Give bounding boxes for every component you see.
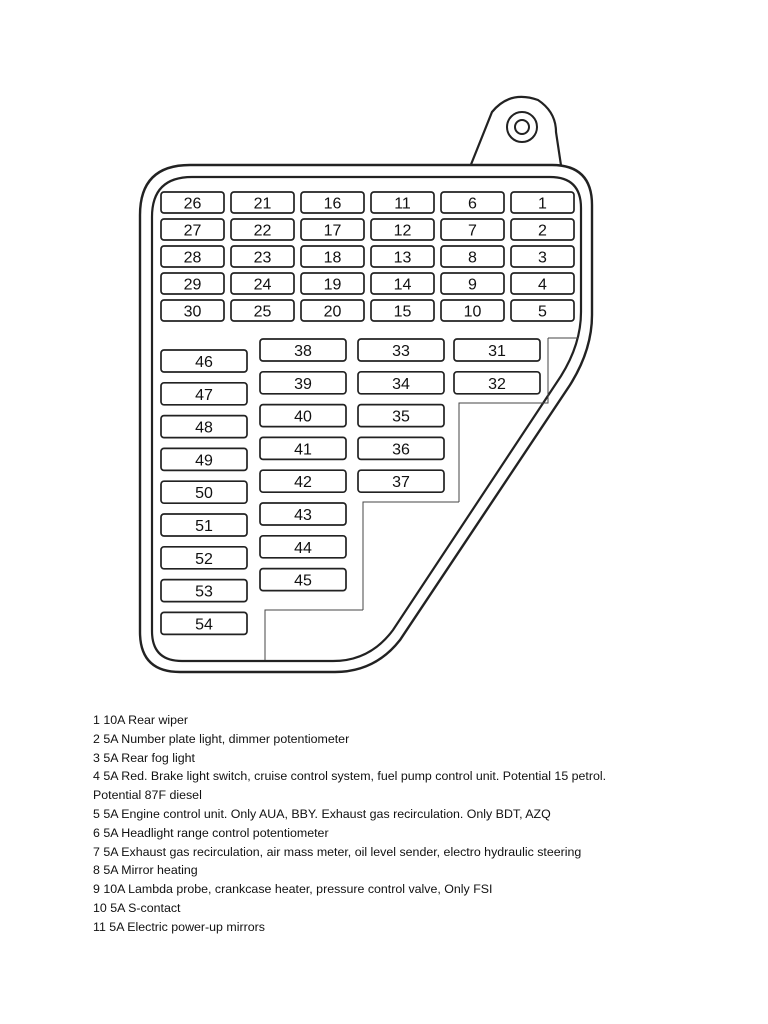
fuse-number: 11 xyxy=(394,195,411,213)
fuse-46 xyxy=(161,350,247,372)
fuse-6 xyxy=(441,192,504,213)
fuse-number: 26 xyxy=(183,195,202,213)
fuse-45 xyxy=(260,569,346,591)
fuse-37 xyxy=(358,470,444,492)
fuse-number: 52 xyxy=(195,550,213,568)
legend-line: 2 5A Number plate light, dimmer potentiometer xyxy=(93,731,350,746)
fuse-number: 35 xyxy=(392,408,410,426)
fuse-25 xyxy=(231,300,294,321)
fuse-number: 19 xyxy=(323,276,342,294)
fuse-number: 22 xyxy=(253,222,272,240)
fuse-29 xyxy=(161,273,224,294)
fuse-number: 23 xyxy=(253,249,272,267)
fuse-number: 38 xyxy=(294,343,312,360)
fuse-54 xyxy=(161,612,247,634)
fuse-8 xyxy=(441,246,504,267)
fuse-21 xyxy=(231,192,294,213)
fuse-5 xyxy=(511,300,574,321)
fuse-20 xyxy=(301,300,364,321)
fuse-12 xyxy=(371,219,434,240)
fuse-40 xyxy=(260,405,346,427)
fuse-number: 47 xyxy=(195,386,213,404)
fuse-number: 44 xyxy=(294,539,312,557)
fuse-number: 8 xyxy=(468,249,477,267)
fuse-number: 31 xyxy=(488,343,506,360)
fuse-number: 29 xyxy=(183,276,202,294)
legend-line: Potential 87F diesel xyxy=(93,788,202,803)
fuse-number: 13 xyxy=(393,249,412,267)
fuse-number: 28 xyxy=(183,249,202,267)
fuse-number: 20 xyxy=(323,303,342,321)
fuse-28 xyxy=(161,246,224,267)
fuse-2 xyxy=(511,219,574,240)
fuse-number: 45 xyxy=(294,572,312,590)
fuse-number: 25 xyxy=(253,303,272,321)
fuse-44 xyxy=(260,536,346,558)
fuse-number: 33 xyxy=(392,343,410,360)
fuse-41 xyxy=(260,437,346,459)
fuse-30 xyxy=(161,300,224,321)
fuse-number: 48 xyxy=(195,419,213,437)
fuse-number: 34 xyxy=(392,375,410,393)
fuse-number: 16 xyxy=(323,195,342,213)
fuse-number: 49 xyxy=(195,452,213,470)
fuse-39 xyxy=(260,372,346,394)
fuse-16 xyxy=(301,192,364,213)
fuse-number: 41 xyxy=(294,441,312,459)
fuse-number: 21 xyxy=(253,195,272,213)
fuse-number: 39 xyxy=(294,375,312,393)
fuse-number: 12 xyxy=(393,222,412,240)
fuse-15 xyxy=(371,300,434,321)
fuse-number: 1 xyxy=(538,195,547,213)
fuse-number: 27 xyxy=(183,222,202,240)
legend-line: 1 10A Rear wiper xyxy=(93,713,189,727)
fuse-number: 18 xyxy=(323,249,342,267)
fuse-number: 17 xyxy=(323,222,342,240)
fuse-26 xyxy=(161,192,224,213)
fuse-number: 14 xyxy=(393,276,412,294)
fuse-10 xyxy=(441,300,504,321)
fuse-53 xyxy=(161,580,247,602)
fuse-number: 30 xyxy=(183,303,202,321)
fuse-number: 54 xyxy=(195,616,213,634)
fuse-43 xyxy=(260,503,346,525)
fuse-13 xyxy=(371,246,434,267)
fuse-number: 10 xyxy=(463,303,482,321)
fuse-number: 36 xyxy=(392,441,410,459)
mounting-tab xyxy=(468,97,562,172)
fuse-17 xyxy=(301,219,364,240)
legend-line: 6 5A Headlight range control potentiometer xyxy=(93,825,329,840)
fuse-48 xyxy=(161,416,247,438)
fuse-35 xyxy=(358,405,444,427)
fuse-9 xyxy=(441,273,504,294)
fuse-32 xyxy=(454,372,540,394)
fuse-number: 46 xyxy=(195,354,213,371)
legend-line: 3 5A Rear fog light xyxy=(93,750,195,765)
fuse-19 xyxy=(301,273,364,294)
fuse-number: 37 xyxy=(392,474,410,492)
fuse-number: 50 xyxy=(195,485,213,503)
fuse-33 xyxy=(358,339,444,361)
legend-line: 7 5A Exhaust gas recirculation, air mass meter, oil level sender, electro hydraulic steering xyxy=(93,844,582,859)
fuse-4 xyxy=(511,273,574,294)
fuse-7 xyxy=(441,219,504,240)
fuse-number: 7 xyxy=(468,222,477,240)
fuse-1 xyxy=(511,192,574,213)
fuse-number: 43 xyxy=(294,507,312,524)
fuse-24 xyxy=(231,273,294,294)
fuse-50 xyxy=(161,481,247,503)
fuse-number: 9 xyxy=(468,276,477,294)
legend-line: 10 5A S-contact xyxy=(93,900,181,915)
fuse-36 xyxy=(358,437,444,459)
fuse-3 xyxy=(511,246,574,267)
legend-line: 9 10A Lambda probe, crankcase heater, pressure control valve, Only FSI xyxy=(93,882,493,897)
fuse-number: 53 xyxy=(195,583,213,601)
fuse-49 xyxy=(161,448,247,470)
fuse-31 xyxy=(454,339,540,361)
fuse-number: 3 xyxy=(538,249,547,267)
legend-line: 5 5A Engine control unit. Only AUA, BBY. Exhaust gas recirculation. Only BDT, AZQ xyxy=(93,806,551,821)
fuse-number: 51 xyxy=(195,518,213,535)
fuse-11 xyxy=(371,192,434,213)
fuse-number: 6 xyxy=(468,195,477,213)
fuse-number: 15 xyxy=(393,303,412,321)
legend-line: 11 5A Electric power-up mirrors xyxy=(93,919,265,934)
fuse-number: 32 xyxy=(488,375,506,393)
fuse-number: 24 xyxy=(253,276,272,294)
fuse-number: 2 xyxy=(538,222,547,240)
fuse-legend xyxy=(93,711,753,937)
fuse-number: 40 xyxy=(294,408,312,426)
fuse-14 xyxy=(371,273,434,294)
fuse-27 xyxy=(161,219,224,240)
fuse-22 xyxy=(231,219,294,240)
fuse-52 xyxy=(161,547,247,569)
fuse-number: 5 xyxy=(538,303,547,321)
fuse-23 xyxy=(231,246,294,267)
legend-line: 4 5A Red. Brake light switch, cruise control system, fuel pump control unit. Potential 15 petrol. xyxy=(93,769,607,784)
fuse-34 xyxy=(358,372,444,394)
fuse-51 xyxy=(161,514,247,536)
fuse-number: 42 xyxy=(294,474,312,492)
fuse-38 xyxy=(260,339,346,361)
fuse-18 xyxy=(301,246,364,267)
fuse-number: 4 xyxy=(538,276,547,294)
legend-line: 8 5A Mirror heating xyxy=(93,863,198,878)
fuse-42 xyxy=(260,470,346,492)
fuse-47 xyxy=(161,383,247,405)
